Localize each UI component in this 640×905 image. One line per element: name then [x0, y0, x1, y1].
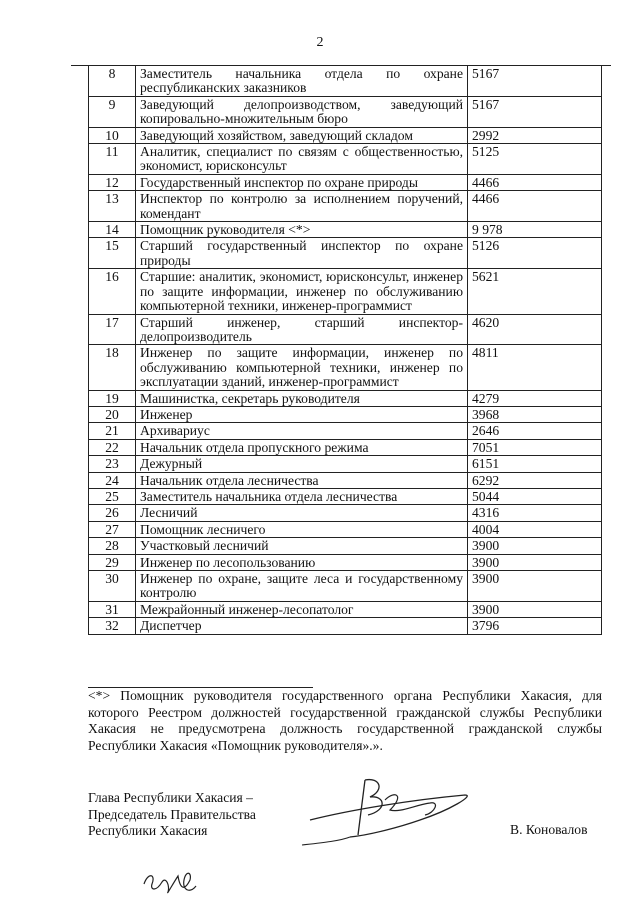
table-row: [89, 488, 602, 504]
position-name: Архивариус: [136, 423, 468, 439]
position-name: Аналитик, специалист по связям с общественностью, экономист, юрисконсульт: [136, 144, 468, 175]
row-number: 27: [89, 521, 136, 537]
table-row: [89, 314, 602, 345]
position-name: Заместитель начальника отдела по охране республиканских заказников: [136, 66, 468, 97]
position-name: Участковый лесничий: [136, 538, 468, 554]
signatory-title-line-3: Республики Хакасия: [88, 823, 208, 838]
signatory-title-line-2: Председатель Правительства: [88, 806, 256, 822]
salary-value: 4316: [468, 505, 602, 521]
salary-value: 4004: [468, 521, 602, 537]
table-row: [89, 390, 602, 406]
row-number: 16: [89, 269, 136, 314]
row-number: 11: [89, 144, 136, 175]
salary-value: 4466: [468, 191, 602, 222]
table-row: [89, 238, 602, 269]
signatory-title-line-1: Глава Республики Хакасия –: [88, 790, 253, 805]
row-number: 21: [89, 423, 136, 439]
salary-value: 5621: [468, 269, 602, 314]
salary-table: [88, 65, 602, 635]
position-name: Инспектор по контролю за исполнением поручений, комендант: [136, 191, 468, 222]
salary-value: 4811: [468, 345, 602, 390]
signatory-title: [88, 790, 256, 840]
salary-value: 3968: [468, 406, 602, 422]
row-number: 25: [89, 488, 136, 504]
row-number: 32: [89, 618, 136, 634]
table-row: [89, 191, 602, 222]
row-number: 13: [89, 191, 136, 222]
table-row: [89, 345, 602, 390]
table-row: [89, 406, 602, 422]
row-number: 10: [89, 127, 136, 143]
table-row: [89, 538, 602, 554]
position-name: Помощник лесничего: [136, 521, 468, 537]
salary-value: 5167: [468, 66, 602, 97]
salary-value: 5126: [468, 238, 602, 269]
position-name: Помощник руководителя <*>: [136, 222, 468, 238]
salary-value: 3900: [468, 571, 602, 602]
row-number: 24: [89, 472, 136, 488]
position-name: Заместитель начальника отдела лесничества: [136, 488, 468, 504]
row-number: 12: [89, 174, 136, 190]
table-row: [89, 521, 602, 537]
footnote: <*> Помощник руководителя государственного органа Республики Хакасия, для которого Реестром должностей государственной гражданской службы Республики Хакасия не предусмотрена должность государственной гражданской службы Республики Хакасия «Помощник руководителя».».: [88, 688, 602, 753]
table-row: [89, 601, 602, 617]
position-name: Машинистка, секретарь руководителя: [136, 390, 468, 406]
salary-value: 6151: [468, 456, 602, 472]
position-name: Старшие: аналитик, экономист, юрисконсульт, инженер по защите информации, инженер по обслуживанию компьютерной техники, инженер-программист: [136, 269, 468, 314]
row-number: 17: [89, 314, 136, 345]
salary-value: 9 978: [468, 222, 602, 238]
table-row: [89, 144, 602, 175]
table-row: [89, 222, 602, 238]
row-number: 28: [89, 538, 136, 554]
position-name: Межрайонный инженер-лесопатолог: [136, 601, 468, 617]
position-name: Заведующий хозяйством, заведующий складом: [136, 127, 468, 143]
position-name: Инженер по охране, защите леса и государственному контролю: [136, 571, 468, 602]
row-number: 8: [89, 66, 136, 97]
salary-value: 3900: [468, 538, 602, 554]
position-name: Диспетчер: [136, 618, 468, 634]
salary-value: 3900: [468, 601, 602, 617]
table-row: [89, 423, 602, 439]
salary-value: 4279: [468, 390, 602, 406]
row-number: 9: [89, 96, 136, 127]
salary-value: 2992: [468, 127, 602, 143]
table-row: [89, 554, 602, 570]
salary-value: 5044: [468, 488, 602, 504]
position-name: Начальник отдела лесничества: [136, 472, 468, 488]
salary-value: 5167: [468, 96, 602, 127]
row-number: 20: [89, 406, 136, 422]
position-name: Инженер по защите информации, инженер по обслуживанию компьютерной техники, инженер по эксплуатации зданий, инженер-программист: [136, 345, 468, 390]
salary-value: 3796: [468, 618, 602, 634]
row-number: 18: [89, 345, 136, 390]
handwritten-signature: [290, 765, 490, 860]
table-row: [89, 269, 602, 314]
salary-value: 4466: [468, 174, 602, 190]
salary-value: 3900: [468, 554, 602, 570]
row-number: 14: [89, 222, 136, 238]
row-number: 30: [89, 571, 136, 602]
initials-drawing: [140, 862, 200, 898]
table-row: [89, 472, 602, 488]
table-row: [89, 505, 602, 521]
row-number: 22: [89, 439, 136, 455]
position-name: Дежурный: [136, 456, 468, 472]
table-row: [89, 618, 602, 634]
row-number: 15: [89, 238, 136, 269]
table-row: [89, 96, 602, 127]
page-number: 2: [316, 35, 324, 50]
position-name: Лесничий: [136, 505, 468, 521]
salary-value: 6292: [468, 472, 602, 488]
table-row: [89, 174, 602, 190]
position-name: Старший государственный инспектор по охране природы: [136, 238, 468, 269]
table-row: [89, 439, 602, 455]
row-number: 19: [89, 390, 136, 406]
row-number: 29: [89, 554, 136, 570]
table-row: [89, 66, 602, 97]
signature-drawing: [290, 765, 490, 855]
signatory-name: В. Коновалов: [510, 822, 588, 837]
position-name: Заведующий делопроизводством, заведующий копировально-множительным бюро: [136, 96, 468, 127]
table-row: [89, 127, 602, 143]
position-name: Старший инженер, старший инспектор-делопроизводитель: [136, 314, 468, 345]
salary-value: 2646: [468, 423, 602, 439]
position-name: Инженер по лесопользованию: [136, 554, 468, 570]
table-row: [89, 571, 602, 602]
position-name: Начальник отдела пропускного режима: [136, 439, 468, 455]
table-row: [89, 456, 602, 472]
salary-value: 7051: [468, 439, 602, 455]
position-name: Государственный инспектор по охране природы: [136, 174, 468, 190]
handwritten-initials: [140, 862, 200, 903]
salary-value: 5125: [468, 144, 602, 175]
row-number: 31: [89, 601, 136, 617]
salary-table-body: [89, 66, 602, 635]
salary-value: 4620: [468, 314, 602, 345]
position-name: Инженер: [136, 406, 468, 422]
row-number: 23: [89, 456, 136, 472]
row-number: 26: [89, 505, 136, 521]
